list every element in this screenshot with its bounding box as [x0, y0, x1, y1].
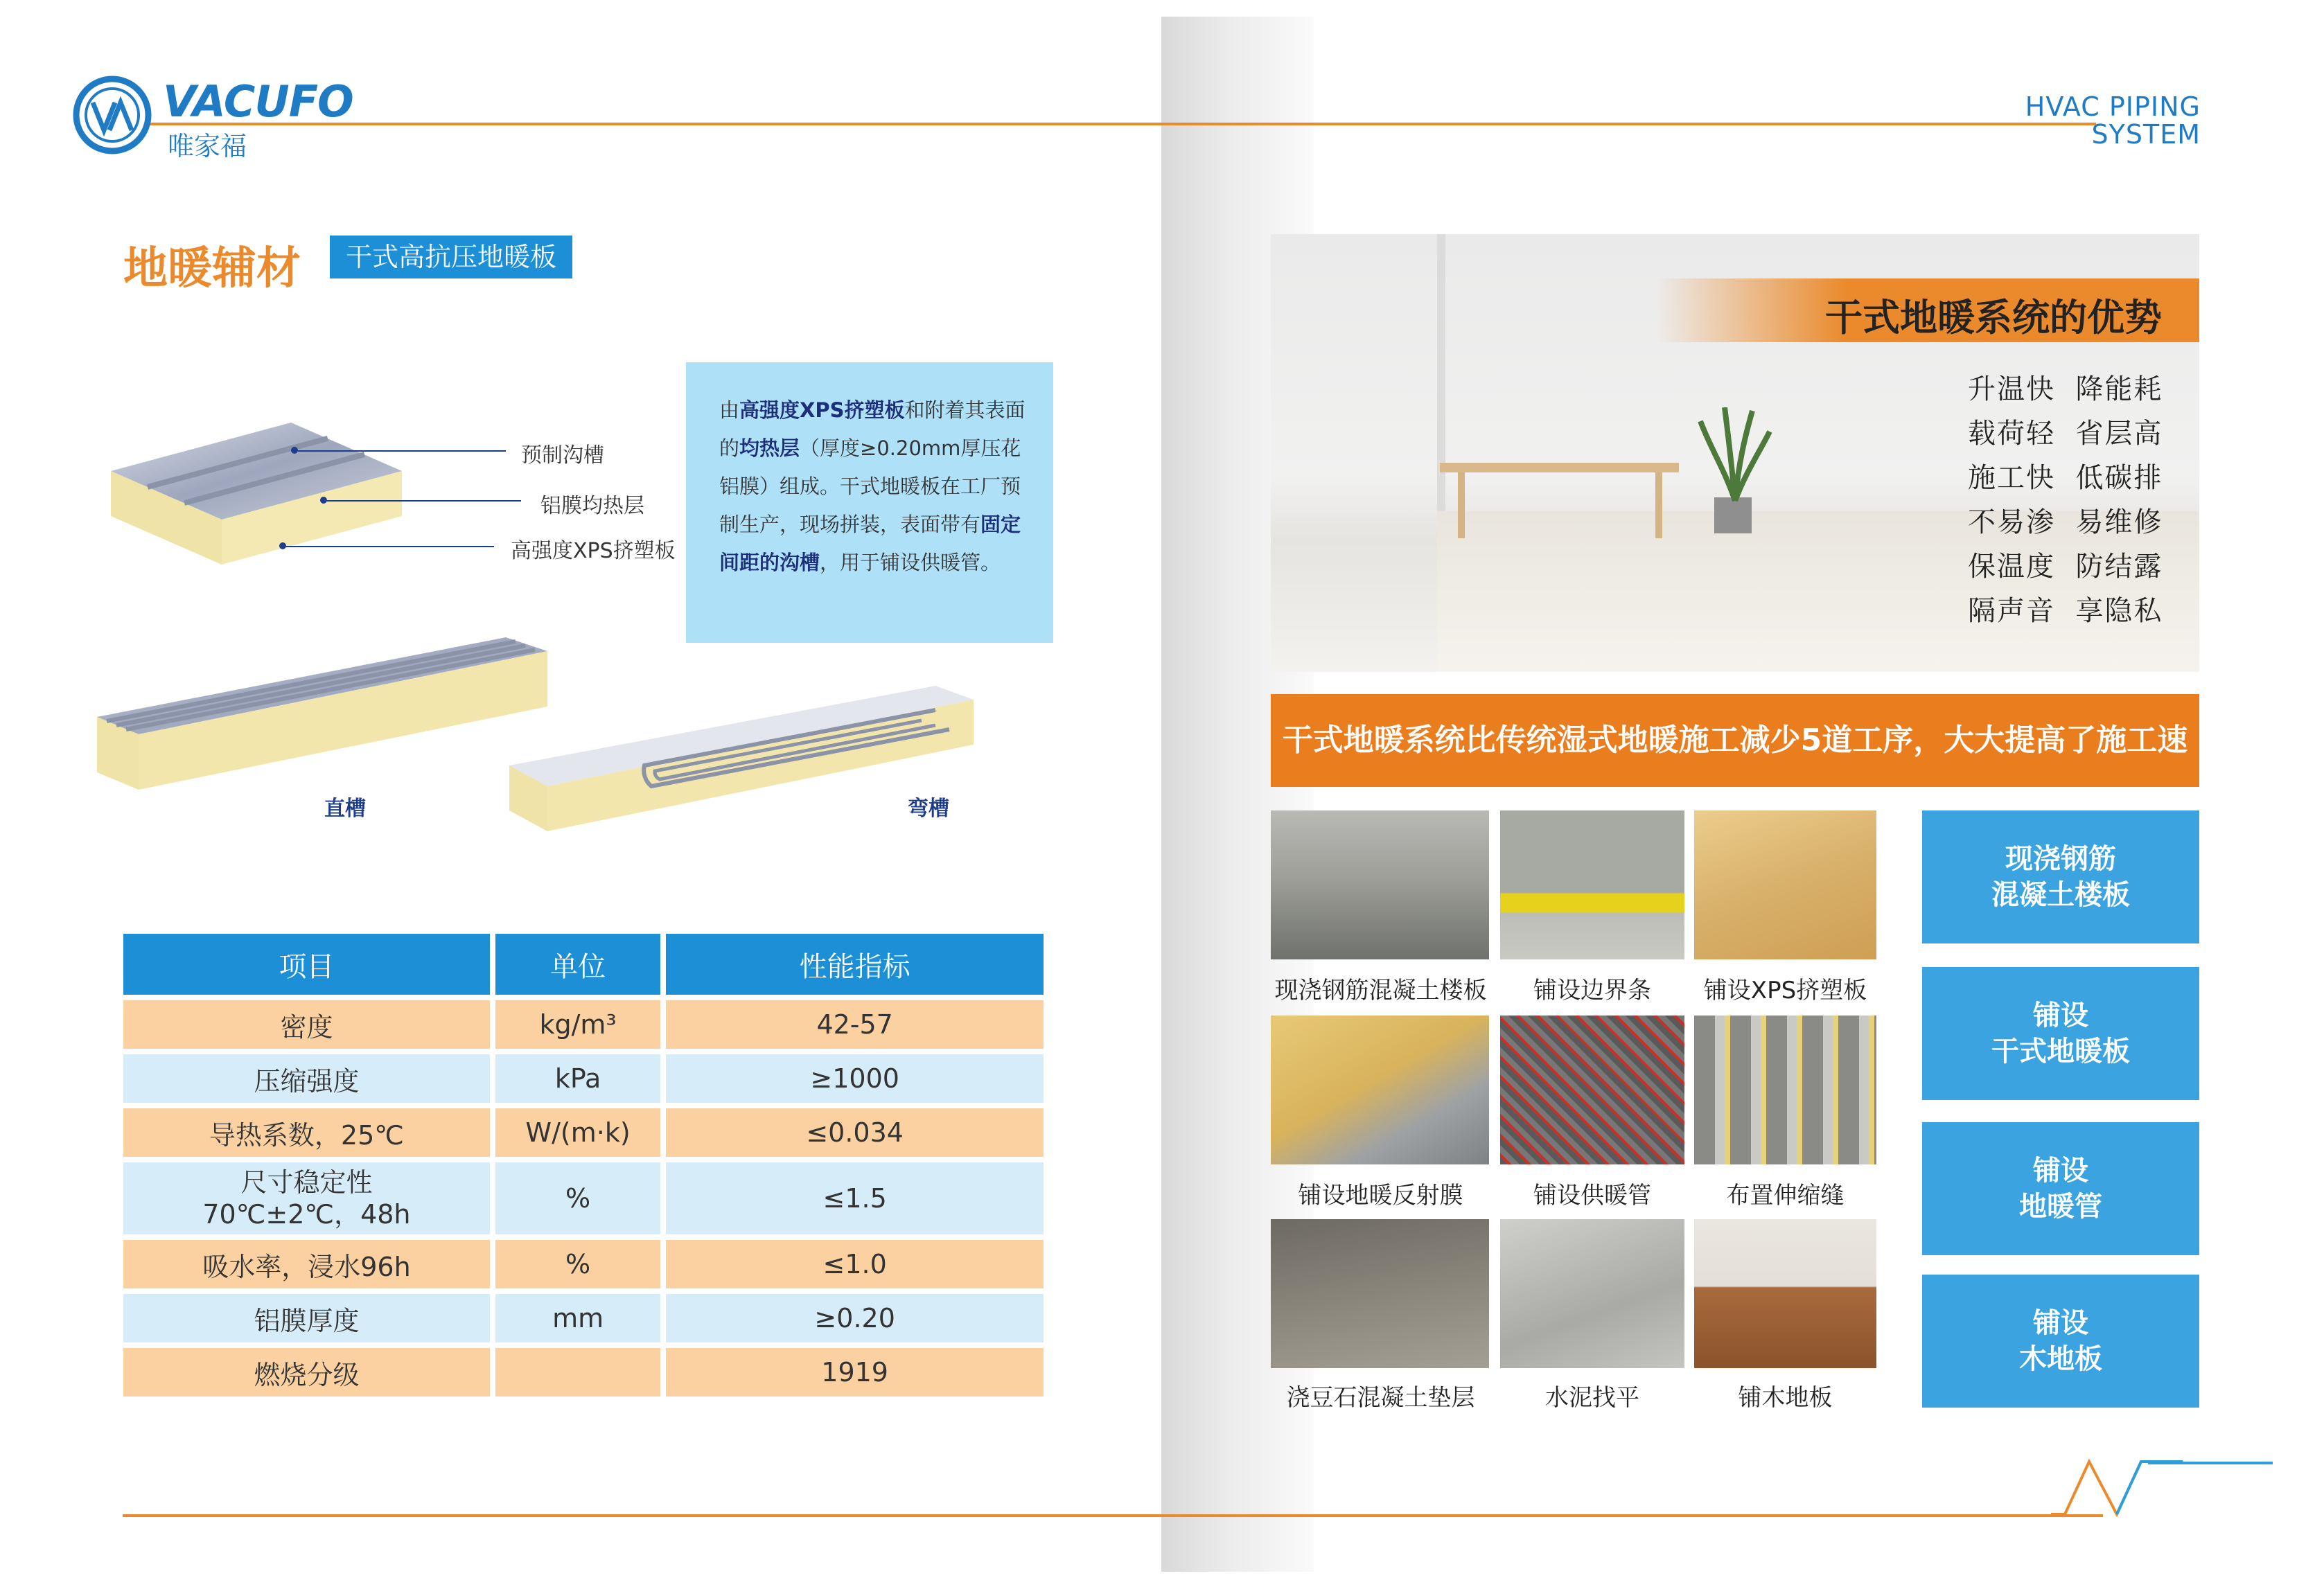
desc-text: ，用于铺设供暖管。 — [820, 551, 1001, 574]
flow-step-line: 铺设 — [2033, 1307, 2088, 1339]
callout-line — [327, 500, 521, 502]
table-row — [123, 1240, 1044, 1288]
photo-caption: 铺设供暖管 — [1533, 1182, 1651, 1209]
table-cell-value: ≤1.5 — [666, 1162, 1044, 1234]
desc-bold: 固定间距的沟槽 — [719, 513, 1021, 574]
flow-step-4 — [1922, 1275, 2199, 1408]
table-cell-unit: mm — [495, 1294, 660, 1342]
callout-dot — [279, 542, 286, 549]
table-row — [123, 1108, 1044, 1157]
table-cell-unit: kg/m³ — [495, 1000, 660, 1049]
table-cell-item: 密度 — [123, 1000, 490, 1049]
desc-text: （厚度≥0.20mm厚压花铝膜）组成。干式地暖板在工厂预制生产，现场拼装，表面带有 — [719, 436, 1021, 536]
advantage-item: 防结露 — [2075, 551, 2163, 583]
desc-bold: 高强度XPS挤塑板 — [739, 398, 905, 422]
table-cell-unit: % — [495, 1240, 660, 1288]
table-header-row — [123, 934, 1044, 995]
table-header: 性能指标 — [666, 934, 1044, 995]
callout-aluminium: 铝膜均热层 — [540, 494, 644, 518]
hero-title: 干式地暖系统的优势 — [1825, 296, 2162, 339]
table-cell-value: ≤0.034 — [666, 1108, 1044, 1157]
flow-arrow-icon — [2030, 1255, 2091, 1270]
table-header: 项目 — [123, 934, 490, 995]
flow-step-2 — [1922, 967, 2199, 1100]
product-description — [686, 362, 1053, 643]
photo-wood-floor — [1694, 1219, 1876, 1368]
photo-expansion-joint — [1694, 1016, 1876, 1164]
flow-arrow-icon — [2030, 943, 2091, 959]
advantage-item: 省层高 — [2075, 418, 2163, 450]
flow-arrow-icon — [2030, 1100, 2091, 1115]
table-cell-value: ≥0.20 — [666, 1294, 1044, 1342]
board-layer-illustration — [104, 416, 409, 596]
flow-step-line: 地暖管 — [2019, 1191, 2102, 1223]
advantage-row — [1968, 544, 2163, 589]
flow-step-line: 干式地暖板 — [1991, 1036, 2130, 1067]
photo-pea-gravel-concrete — [1271, 1219, 1489, 1368]
photo-xps-board — [1694, 810, 1876, 959]
table-row — [123, 1000, 1044, 1049]
flow-step-3 — [1922, 1122, 2199, 1255]
header-right-title-line2: SYSTEM — [2091, 119, 2201, 150]
curved-groove-board-image — [506, 682, 977, 855]
photo-concrete-slab — [1271, 810, 1489, 959]
photo-caption: 现浇钢筋混凝土楼板 — [1274, 977, 1487, 1004]
flow-step-line: 木地板 — [2019, 1343, 2102, 1375]
photo-caption: 铺设边界条 — [1533, 977, 1651, 1004]
table-cell-item: 铝膜厚度 — [123, 1294, 490, 1342]
table-cell-value: 42-57 — [666, 1000, 1044, 1049]
process-banner: 干式地暖系统比传统湿式地暖施工减少5道工序，大大提高了施工速 — [1271, 694, 2199, 787]
advantage-item: 保温度 — [1968, 551, 2055, 583]
table-header: 单位 — [495, 934, 660, 995]
table-cell-item: 吸水率，浸水96h — [123, 1240, 490, 1288]
callout-line — [298, 450, 506, 452]
footer-rule-blue — [2148, 1462, 2273, 1464]
table-cell-item: 压缩强度 — [123, 1054, 490, 1103]
advantage-item: 降能耗 — [2075, 373, 2163, 405]
desc-bold: 均热层 — [739, 436, 800, 460]
table-cell-item-line2: 70℃±2℃，48h — [202, 1199, 411, 1230]
hero-title-bar — [1656, 278, 2199, 342]
table-cell-unit: kPa — [495, 1054, 660, 1103]
callout-xps: 高强度XPS挤塑板 — [511, 539, 676, 563]
table-cell-item — [123, 1162, 490, 1234]
photo-caption: 铺设XPS挤塑板 — [1703, 977, 1867, 1004]
advantage-item: 易维修 — [2075, 506, 2163, 538]
table-row — [123, 1294, 1044, 1342]
table-row — [123, 1054, 1044, 1103]
plant-icon — [1697, 407, 1773, 504]
caption-curved: 弯槽 — [908, 797, 949, 821]
table-cell-value: ≥1000 — [666, 1054, 1044, 1103]
table-cell-unit: % — [495, 1162, 660, 1234]
desc-text: 由 — [719, 398, 740, 422]
advantage-row — [1968, 456, 2163, 500]
advantage-item: 享隐私 — [2075, 595, 2163, 627]
advantages-list — [1968, 367, 2163, 633]
callout-dot — [320, 497, 327, 504]
table-row — [123, 1162, 1044, 1234]
table-row — [123, 1348, 1044, 1397]
photo-caption: 浇豆石混凝土垫层 — [1286, 1384, 1475, 1412]
header-right-title-line1: HVAC PIPING — [2025, 91, 2201, 122]
flow-step-1 — [1922, 810, 2199, 943]
advantage-item: 低碳排 — [2075, 462, 2163, 494]
table-cell-item: 燃烧分级 — [123, 1348, 490, 1397]
brand-name-en: VACUFO — [163, 76, 353, 127]
photo-cement-leveling — [1500, 1219, 1684, 1368]
section-badge: 干式高抗压地暖板 — [330, 236, 572, 278]
table-cell-unit — [495, 1348, 660, 1397]
table-cell-value: 1919 — [666, 1348, 1044, 1397]
bench-leg — [1458, 472, 1465, 538]
header-rule — [149, 123, 2096, 125]
section-title: 地暖辅材 — [123, 243, 301, 294]
callout-dot — [291, 447, 298, 454]
advantage-item: 不易渗 — [1968, 506, 2055, 538]
advantage-row — [1968, 367, 2163, 411]
photo-edge-strip — [1500, 810, 1684, 959]
advantage-item: 升温快 — [1968, 373, 2055, 405]
table-cell-value: ≤1.0 — [666, 1240, 1044, 1288]
advantage-row — [1968, 589, 2163, 633]
advantage-row — [1968, 500, 2163, 544]
brand-name-cn: 唯家福 — [168, 131, 247, 161]
callout-line — [286, 546, 494, 547]
photo-heating-pipe — [1500, 1016, 1684, 1164]
footer-rule — [123, 1514, 2103, 1517]
flow-step-line: 铺设 — [2033, 1155, 2088, 1187]
advantage-item: 载荷轻 — [1968, 418, 2055, 450]
spec-table — [118, 928, 1049, 1402]
bench-top — [1440, 463, 1679, 472]
photo-reflective-film — [1271, 1016, 1489, 1164]
header-right-title — [2025, 93, 2201, 148]
advantage-row — [1968, 411, 2163, 456]
flow-step-line: 现浇钢筋 — [2005, 843, 2116, 875]
advantage-item: 施工快 — [1968, 462, 2055, 494]
caption-straight: 直槽 — [324, 797, 366, 821]
photo-caption: 铺设地暖反射膜 — [1298, 1182, 1463, 1209]
table-cell-item: 导热系数，25℃ — [123, 1108, 490, 1157]
flow-step-line: 铺设 — [2033, 1000, 2088, 1031]
bench-leg — [1655, 472, 1662, 538]
table-cell-item-line1: 尺寸稳定性 — [240, 1167, 373, 1198]
photo-caption: 铺木地板 — [1738, 1384, 1833, 1412]
photo-caption: 水泥找平 — [1545, 1384, 1639, 1412]
photo-caption: 布置伸缩缝 — [1726, 1182, 1845, 1209]
desc-text: 和附着其表面的 — [719, 398, 1025, 460]
flow-step-line: 混凝土楼板 — [1991, 879, 2130, 911]
table-cell-unit: W/(m·k) — [495, 1108, 660, 1157]
callout-grooves: 预制沟槽 — [521, 443, 604, 468]
brand-logo-icon — [72, 75, 152, 155]
advantage-item: 隔声音 — [1968, 595, 2055, 627]
straight-groove-board-image — [90, 630, 554, 804]
